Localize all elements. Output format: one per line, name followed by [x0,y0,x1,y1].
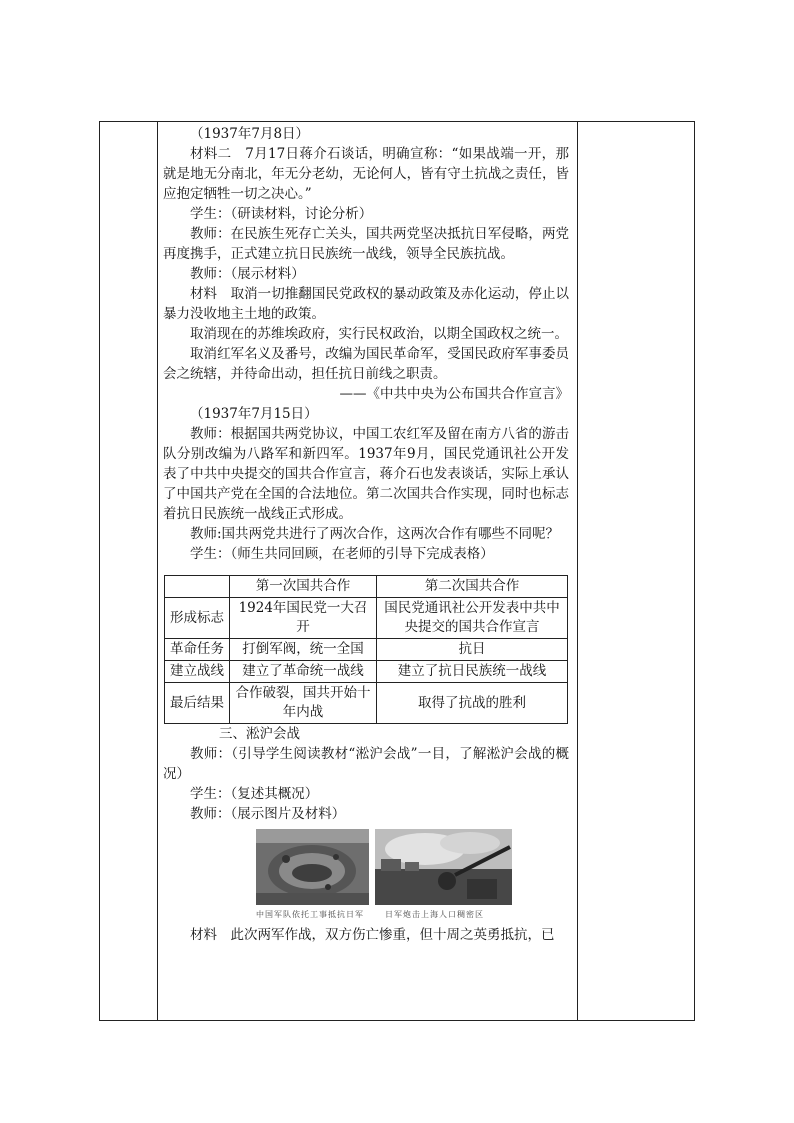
table-cell: 打倒军阀，统一全国 [230,639,377,661]
table-row [165,661,568,683]
student-line: 学生：（复述其概况） [190,786,319,802]
section-heading: 三、淞沪会战 [219,726,300,742]
table-cell: 建立了革命统一战线 [230,661,377,683]
table-header-row [165,576,568,598]
comparison-table [164,575,568,724]
table-cell [165,576,230,598]
table-cell: 国民党通讯社公开发表中共中央提交的国共合作宣言 [377,598,568,639]
teacher-line: 教师：（展示图片及材料） [190,806,346,822]
shelling-photo [375,829,512,905]
table-header: 第一次国共合作 [230,576,377,598]
teacher-line: 教师：在民族生死存亡关头，国共两党坚决抵抗日军侵略，两党再度携手，正式建立抗日民族统一战线，领导全民族抗战。 [163,226,569,262]
table-row [165,683,568,724]
teacher-line: 教师:国共两党共进行了两次合作，这两次合作有哪些不同呢？ [190,526,560,542]
student-line: 学生：（研读材料，讨论分析） [190,206,373,222]
table-cell: 取得了抗战的胜利 [377,683,568,724]
trench-defense-photo [256,829,369,905]
table-row [165,639,568,661]
column-divider-right [577,122,578,1020]
table-row [165,598,568,639]
date-line: （1937年7月8日） [190,126,310,142]
row-label: 最后结果 [165,683,230,724]
student-line: 学生：（师生共同回顾，在老师的引导下完成表格） [190,546,494,562]
lesson-content [163,124,569,945]
material-text: 材料 此次两军作战，双方伤亡惨重，但十周之英勇抵抗，已 [190,927,555,943]
row-label: 革命任务 [165,639,230,661]
material-text: 材料 取消一切推翻国民党政权的暴动政策及赤化运动，停止以暴力没收地主土地的政策。 [163,286,569,322]
row-label: 建立战线 [165,661,230,683]
source-citation: ——《中共中央为公布国共合作宣言》 [339,386,569,402]
photo-caption: 日军炮击上海人口稠密区 [385,910,484,919]
table-cell: 抗日 [377,639,568,661]
material-text: 取消现在的苏维埃政府，实行民权政治，以期全国政权之统一。 [190,326,568,342]
table-cell: 合作破裂，国共开始十年内战 [230,683,377,724]
teacher-line: 教师：（引导学生阅读教材“淞沪会战”一目，了解淞沪会战的概况） [163,746,569,782]
material-two: 材料二 7月17日蒋介石谈话，明确宣称：“如果战端一开，那就是地无分南北，年无分老幼，无论何人，皆有守土抗战之责任，皆应抱定牺牲一切之决心。” [163,146,569,202]
column-divider-left [157,122,158,1020]
table-header: 第二次国共合作 [377,576,568,598]
date-line: （1937年7月15日） [190,406,318,422]
table-cell: 建立了抗日民族统一战线 [377,661,568,683]
row-label: 形成标志 [165,598,230,639]
table-cell: 1924年国民党一大召开 [230,598,377,639]
material-text: 取消红军名义及番号，改编为国民革命军，受国民政府军事委员会之统辖，并待命出动，担任抗日前线之职责。 [163,346,569,382]
photo-pair [163,829,569,925]
teacher-line: 教师：（展示材料） [190,266,305,282]
teacher-line: 教师：根据国共两党协议，中国工农红军及留在南方八省的游击队分别改编为八路军和新四军。1937年9月，国民党通讯社公开发表了中共中央提交的国共合作宣言，蒋介石也发表谈话，实际上承认了中国共产党在全国的合法地位。第二次国共合作实现，同时也标志着抗日民族统一战线正式形成。 [163,426,569,522]
photo-caption: 中国军队依托工事抵抗日军 [256,910,364,919]
